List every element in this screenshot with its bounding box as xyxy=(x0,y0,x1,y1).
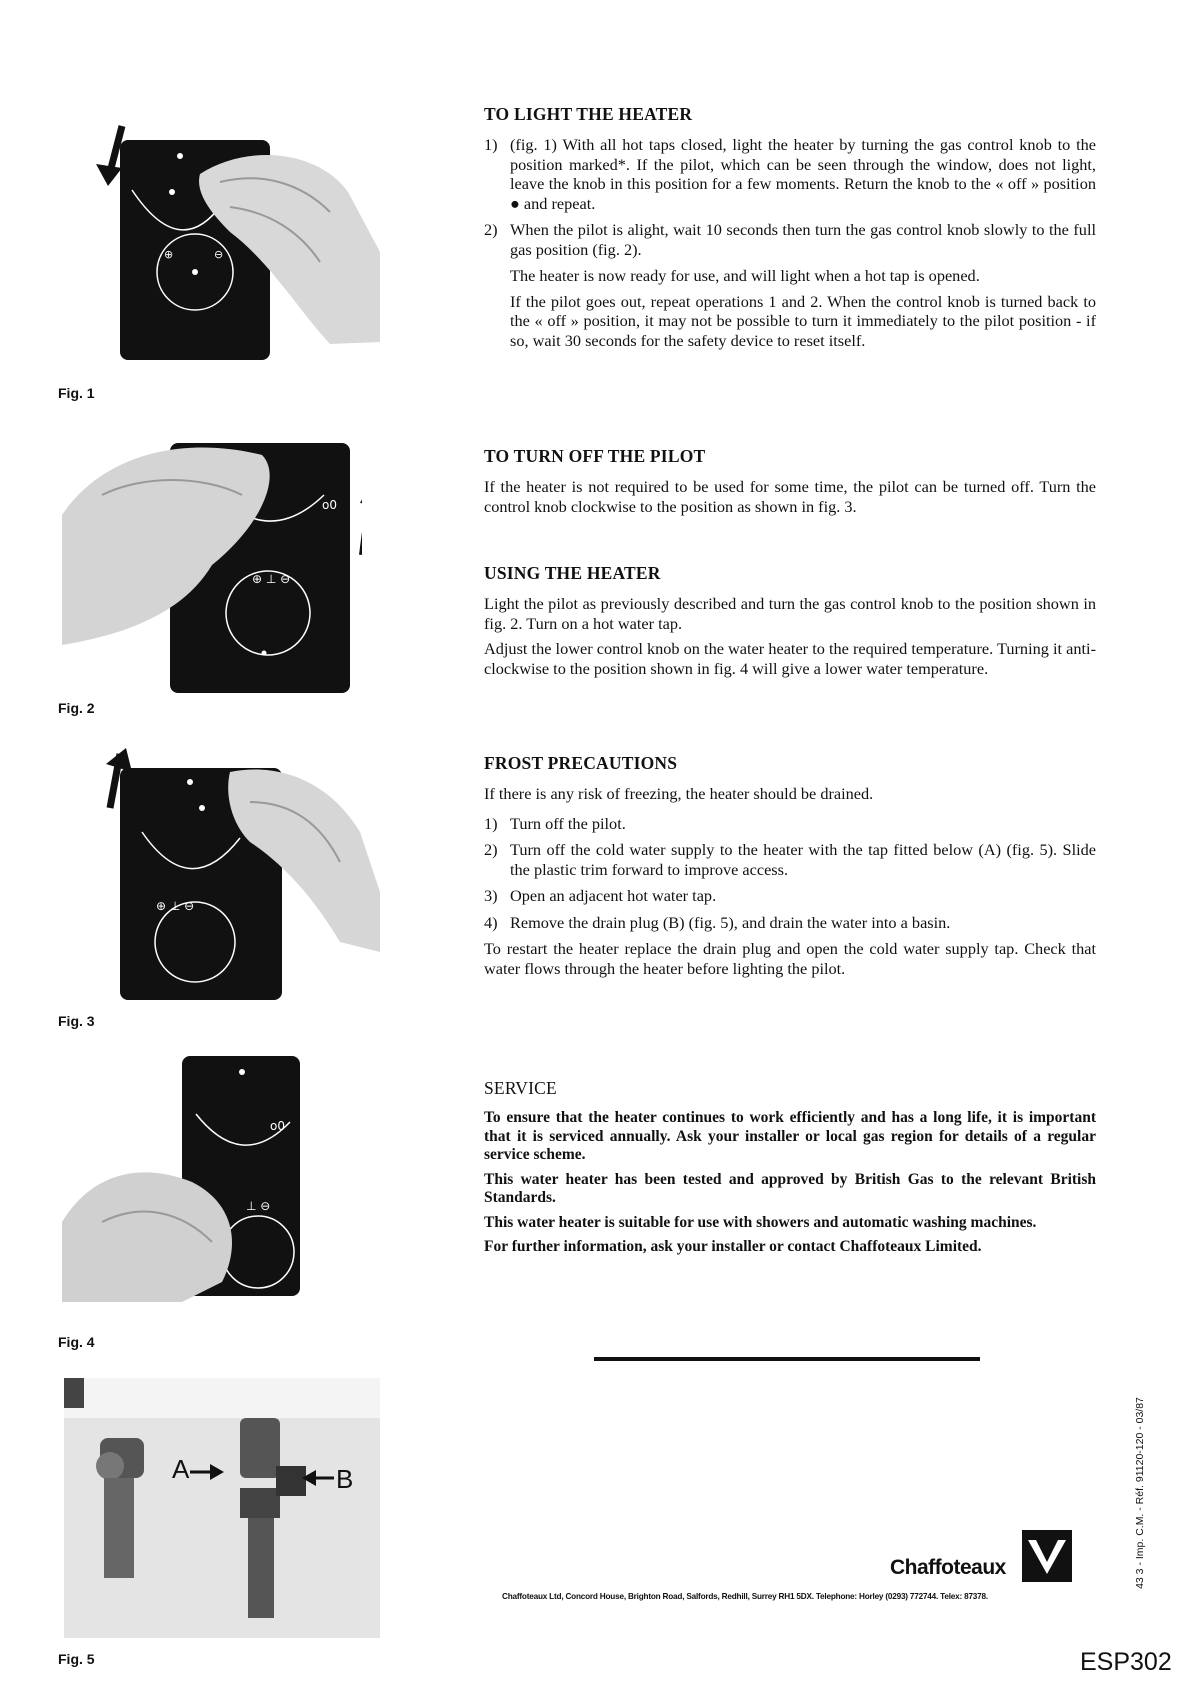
item-text: Turn off the cold water supply to the heater with the tap fitted below (A) (fig. 5). Slide the plastic trim forward to improve access. xyxy=(510,840,1096,879)
list-item xyxy=(484,840,1096,879)
company-address: Chaffoteaux Ltd, Concord House, Brighton Road, Salfords, Redhill, Surrey RH1 5DX. Telephone: Horley (0293) 772744. Telex: 87378. xyxy=(502,1592,988,1601)
figure-4-label: Fig. 4 xyxy=(58,1334,95,1350)
list-item xyxy=(484,220,1096,259)
item-number: 4) xyxy=(484,912,498,932)
print-reference-text: 43 3 - Imp. C.M. - Réf. 91120-120 - 03/87 xyxy=(1134,1397,1146,1589)
figure-2-image xyxy=(62,435,362,695)
figure-1-label: Fig. 1 xyxy=(58,385,95,401)
section-turn-off-pilot xyxy=(484,446,1096,522)
divider-rule xyxy=(594,1357,980,1361)
section-light-heater xyxy=(484,104,1096,356)
paragraph: For further information, ask your installer or contact Chaffoteaux Limited. xyxy=(484,1238,982,1255)
figure-3-image xyxy=(80,742,380,1007)
list-item xyxy=(484,135,1096,213)
item-text: (fig. 1) With all hot taps closed, light the heater by turning the gas control knob to the position marked*. If the pilot, which can be seen through the window, does not light, leave the knob in this position for a few moments. Return the knob to the « off » position ● and repeat. xyxy=(510,135,1096,213)
figure-5-label: Fig. 5 xyxy=(58,1651,95,1667)
paragraph: This water heater has been tested and approved by British Gas to the relevant British Standards. xyxy=(484,1170,1096,1206)
section-title: SERVICE xyxy=(484,1078,557,1098)
svg-text:⊕: ⊕ xyxy=(164,248,174,261)
item-number: 1) xyxy=(484,135,498,154)
svg-text:o0: o0 xyxy=(270,1119,285,1133)
paragraph: The heater is now ready for use, and will light when a hot tap is opened. xyxy=(510,266,980,285)
section-service xyxy=(484,1078,1096,1263)
figure-2-label: Fig. 2 xyxy=(58,700,95,716)
list-item xyxy=(484,886,1096,906)
item-text: Remove the drain plug (B) (fig. 5), and drain the water into a basin. xyxy=(510,912,951,932)
paragraph: If there is any risk of freezing, the heater should be drained. xyxy=(484,784,874,803)
list-item xyxy=(484,913,1096,933)
brand-logo-icon xyxy=(1022,1530,1072,1582)
figure-4-image xyxy=(62,1052,312,1312)
paragraph: To restart the heater replace the drain plug and open the cold water supply tap. Check that water flows through the heater before lighting the pilot. xyxy=(484,939,1096,978)
callout-b: B xyxy=(336,1464,354,1494)
section-using-heater xyxy=(484,563,1096,684)
callout-a: A xyxy=(172,1454,190,1484)
paragraph: Light the pilot as previously described and turn the gas control knob to the position shown in fig. 2. Turn on a hot water tap. xyxy=(484,594,1096,633)
section-title: FROST PRECAUTIONS xyxy=(484,753,678,773)
item-text: Open an adjacent hot water tap. xyxy=(510,886,717,905)
svg-text:⊖: ⊖ xyxy=(214,248,224,261)
print-reference xyxy=(1132,1378,1148,1608)
paragraph: To ensure that the heater continues to work efficiently and has a long life, it is important that it is serviced annually. Ask your installer or local gas region for details of a regular service scheme. xyxy=(484,1109,1096,1163)
item-number: 1) xyxy=(484,813,498,833)
paragraph: This water heater is suitable for use with showers and automatic washing machines. xyxy=(484,1213,1037,1231)
item-number: 2) xyxy=(484,220,498,239)
svg-text:o0: o0 xyxy=(322,498,337,512)
paragraph: If the pilot goes out, repeat operations 1 and 2. When the control knob is turned back to the « off » position, it may not be possible to turn it immediately to the pilot position - if so, wait 30 seconds for the safety device to reset itself. xyxy=(510,291,1096,350)
paragraph: Adjust the lower control knob on the water heater to the required temperature. Turning it anti-clockwise to the position shown in fig. 4 will give a lower water temperature. xyxy=(484,639,1096,678)
figure-5-image xyxy=(64,1378,380,1638)
figure-3-label: Fig. 3 xyxy=(58,1013,95,1029)
item-text: Turn off the pilot. xyxy=(510,813,626,833)
brand-name: Chaffoteaux xyxy=(890,1556,1006,1579)
paragraph: If the heater is not required to be used for some time, the pilot can be turned off. Turn the control knob clockwise to the position as shown in fig. 3. xyxy=(484,477,1096,516)
svg-text:⊥ ⊖: ⊥ ⊖ xyxy=(246,1199,271,1213)
figure-1-image xyxy=(80,112,380,377)
item-text: When the pilot is alight, wait 10 seconds then turn the gas control knob slowly to the full gas position (fig. 2). xyxy=(510,220,1096,259)
document-code: ESP302 xyxy=(1080,1648,1172,1676)
item-number: 3) xyxy=(484,886,498,905)
section-frost-precautions xyxy=(484,753,1096,984)
section-title: TO LIGHT THE HEATER xyxy=(484,104,693,124)
section-title: TO TURN OFF THE PILOT xyxy=(484,446,706,466)
svg-text:⊕ ⊥ ⊖: ⊕ ⊥ ⊖ xyxy=(156,899,195,913)
list-item xyxy=(484,814,1096,834)
section-title: USING THE HEATER xyxy=(484,563,661,583)
item-number: 2) xyxy=(484,840,498,859)
svg-text:⊕ ⊥ ⊖: ⊕ ⊥ ⊖ xyxy=(252,572,291,586)
